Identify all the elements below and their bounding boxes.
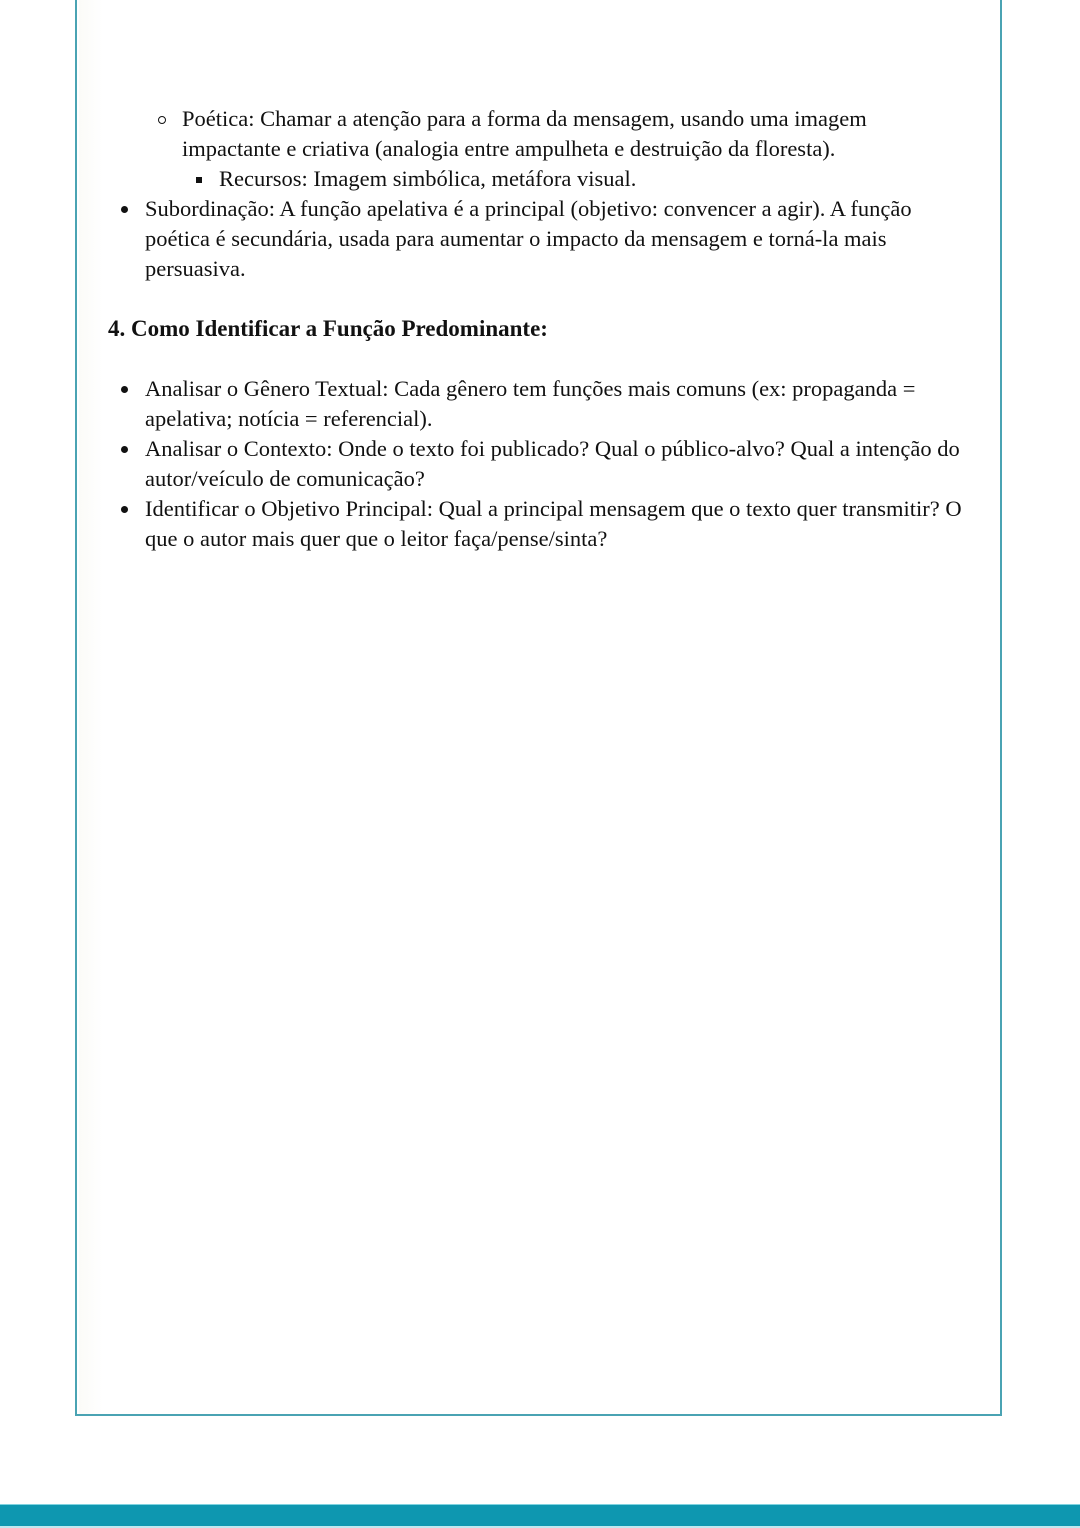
list-item-text: Identificar o Objetivo Principal: Qual a principal mensagem que o texto quer transmitir? O que o autor mais quer que o leitor faça/pense/sinta? — [145, 496, 962, 551]
list-item-recursos — [108, 164, 968, 194]
disc-bullet-icon — [121, 386, 128, 393]
list-item-genero — [108, 374, 968, 434]
hollow-circle-bullet-icon — [158, 116, 166, 124]
disc-bullet-icon — [121, 206, 128, 213]
footer-bar — [0, 1504, 1080, 1527]
list-item-text: Subordinação: A função apelativa é a principal (objetivo: convencer a agir). A função poética é secundária, usada para aumentar o impacto da mensagem e torná-la mais persuasiva. — [145, 196, 912, 281]
list-item-contexto — [108, 434, 968, 494]
list-item-text: Recursos: Imagem simbólica, metáfora visual. — [219, 166, 637, 191]
section4-list — [108, 374, 968, 554]
section3-list — [108, 104, 968, 284]
disc-bullet-icon — [121, 506, 128, 513]
list-item-poetica — [108, 104, 968, 164]
section-heading: 4. Como Identificar a Função Predominante: — [108, 316, 548, 341]
frame-shade — [79, 0, 103, 1414]
square-bullet-icon — [196, 177, 202, 183]
document-content — [108, 104, 968, 554]
disc-bullet-icon — [121, 446, 128, 453]
list-item-text: Poética: Chamar a atenção para a forma da mensagem, usando uma imagem impactante e criativa (analogia entre ampulheta e destruição da floresta). — [182, 106, 867, 161]
list-item-text: Analisar o Contexto: Onde o texto foi publicado? Qual o público-alvo? Qual a intenção do autor/veículo de comunicação? — [145, 436, 960, 491]
list-item-text: Analisar o Gênero Textual: Cada gênero tem funções mais comuns (ex: propaganda = apelativa; notícia = referencial). — [145, 376, 916, 431]
list-item-subordinacao — [108, 194, 968, 284]
list-item-objetivo — [108, 494, 968, 554]
